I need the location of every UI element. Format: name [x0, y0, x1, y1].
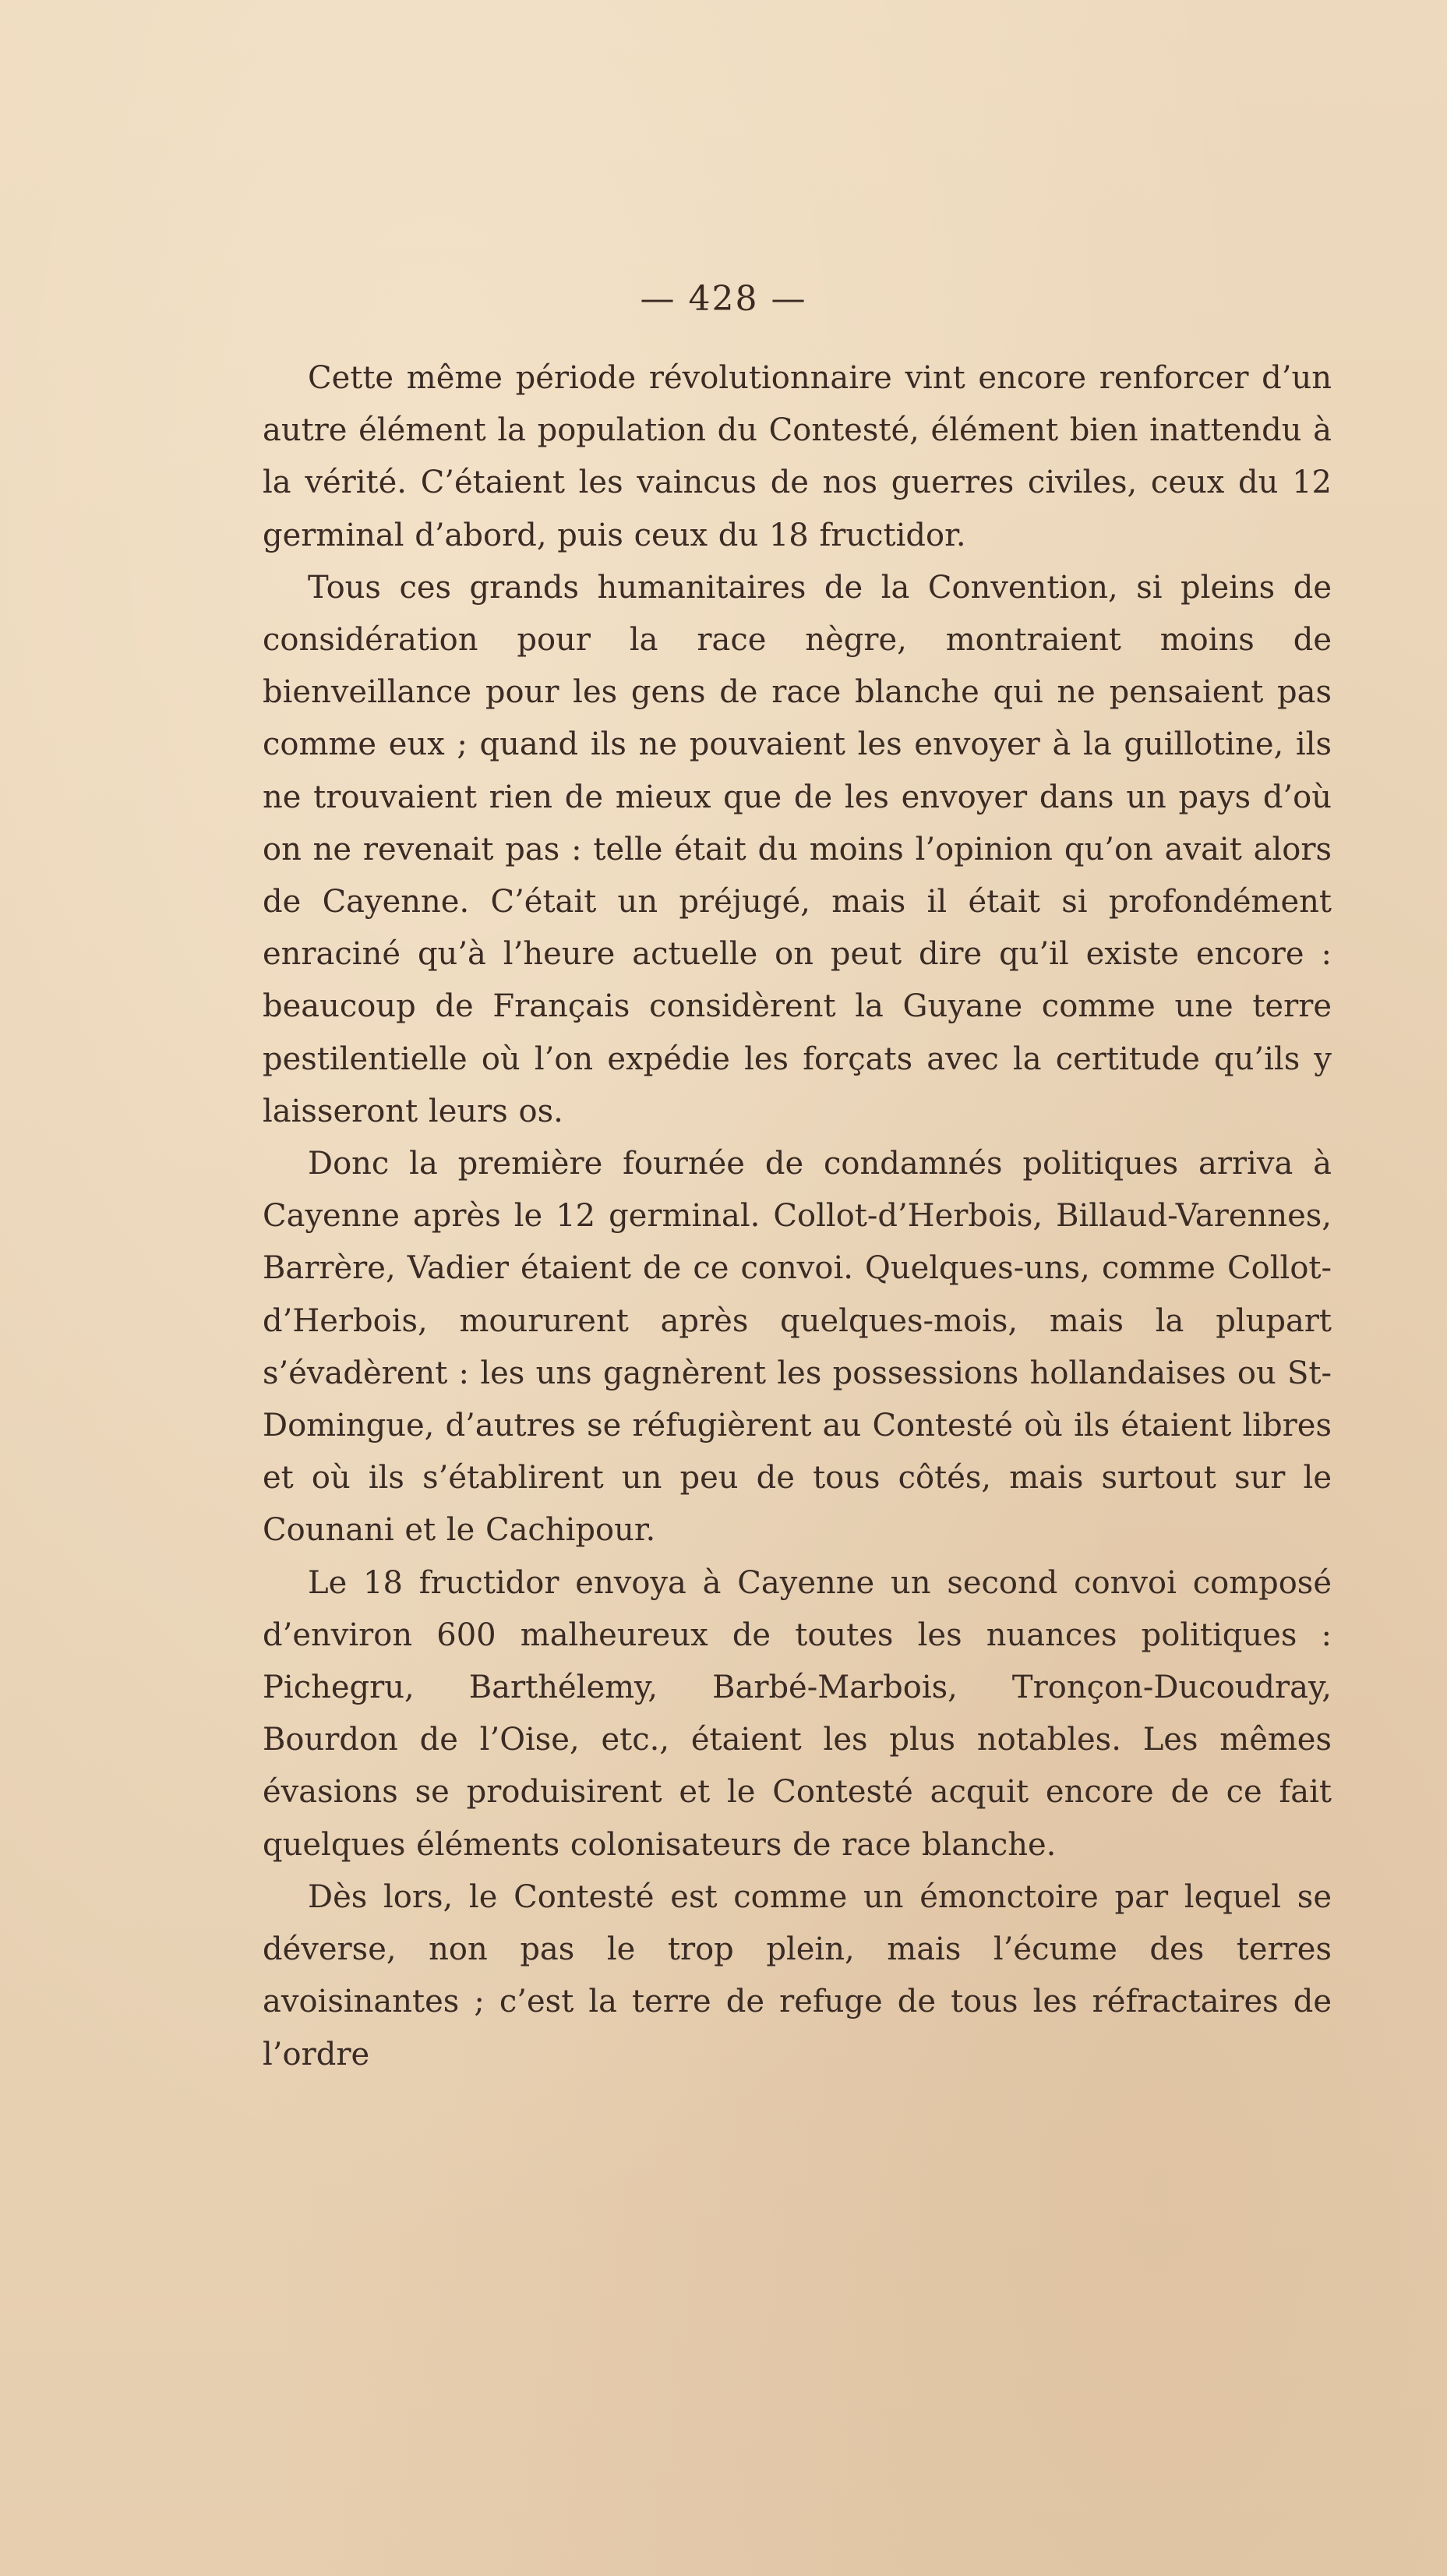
paragraph-1: Cette même période révolutionnaire vint encore renforcer d’un autre élément la population du Contesté, élément bien inattendu à la vérité. C’étaient les vaincus de nos guerres civiles, ceux du 12 germinal d’abord, puis ceux du 18 fructidor.: [263, 360, 1332, 553]
text-body: [263, 352, 1332, 2081]
paragraph-5: Dès lors, le Contesté est comme un émonctoire par lequel se déverse, non pas le trop plein, mais l’écume des terres avoisinantes ; c’est la terre de refuge de tous les réfractaires de l’ordre: [263, 1878, 1332, 2072]
paragraph-2: Tous ces grands humanitaires de la Convention, si pleins de considération pour la race nègre, montraient moins de bienveillance pour les gens de race blanche qui ne pensaient pas comme eux ; quand ils ne pouvaient les envoyer à la guillotine, ils ne trouvaient rien de mieux que de les envoyer dans un pays d’où on ne revenait pas : telle était du moins l’opinion qu’on avait alors de Cayenne. C’était un préjugé, mais il était si profondément enraciné qu’à l’heure actuelle on peut dire qu’il existe encore : beaucoup de Français considèrent la Guyane comme une terre pestilentielle où l’on expédie les forçats avec la certitude qu’ils y laisseront leurs os.: [263, 569, 1332, 1129]
page-number: — 428 —: [640, 279, 807, 319]
paragraph-4: Le 18 fructidor envoya à Cayenne un second convoi composé d’environ 600 malheureux de toutes les nuances politiques : Pichegru, Barthélemy, Barbé-Marbois, Tronçon-Ducoudray, Bourdon de l’Oise, etc., étaient les plus notables. Les mêmes évasions se produisirent et le Contesté acquit encore de ce fait quelques éléments colonisateurs de race blanche.: [263, 1564, 1332, 1863]
paragraph-3: Donc la première fournée de condamnés politiques arriva à Cayenne après le 12 germinal. Collot-d’Herbois, Billaud-Varennes, Barrère, Vadier étaient de ce convoi. Quelques-uns, comme Collot-d’Herbois, moururent après quelques-mois, mais la plupart s’évadèrent : les uns gagnèrent les possessions hollandaises ou St-Domingue, d’autres se réfugièrent au Contesté où ils étaient libres et où ils s’établirent un peu de tous côtés, mais surtout sur le Counani et le Cachipour.: [263, 1146, 1332, 1549]
